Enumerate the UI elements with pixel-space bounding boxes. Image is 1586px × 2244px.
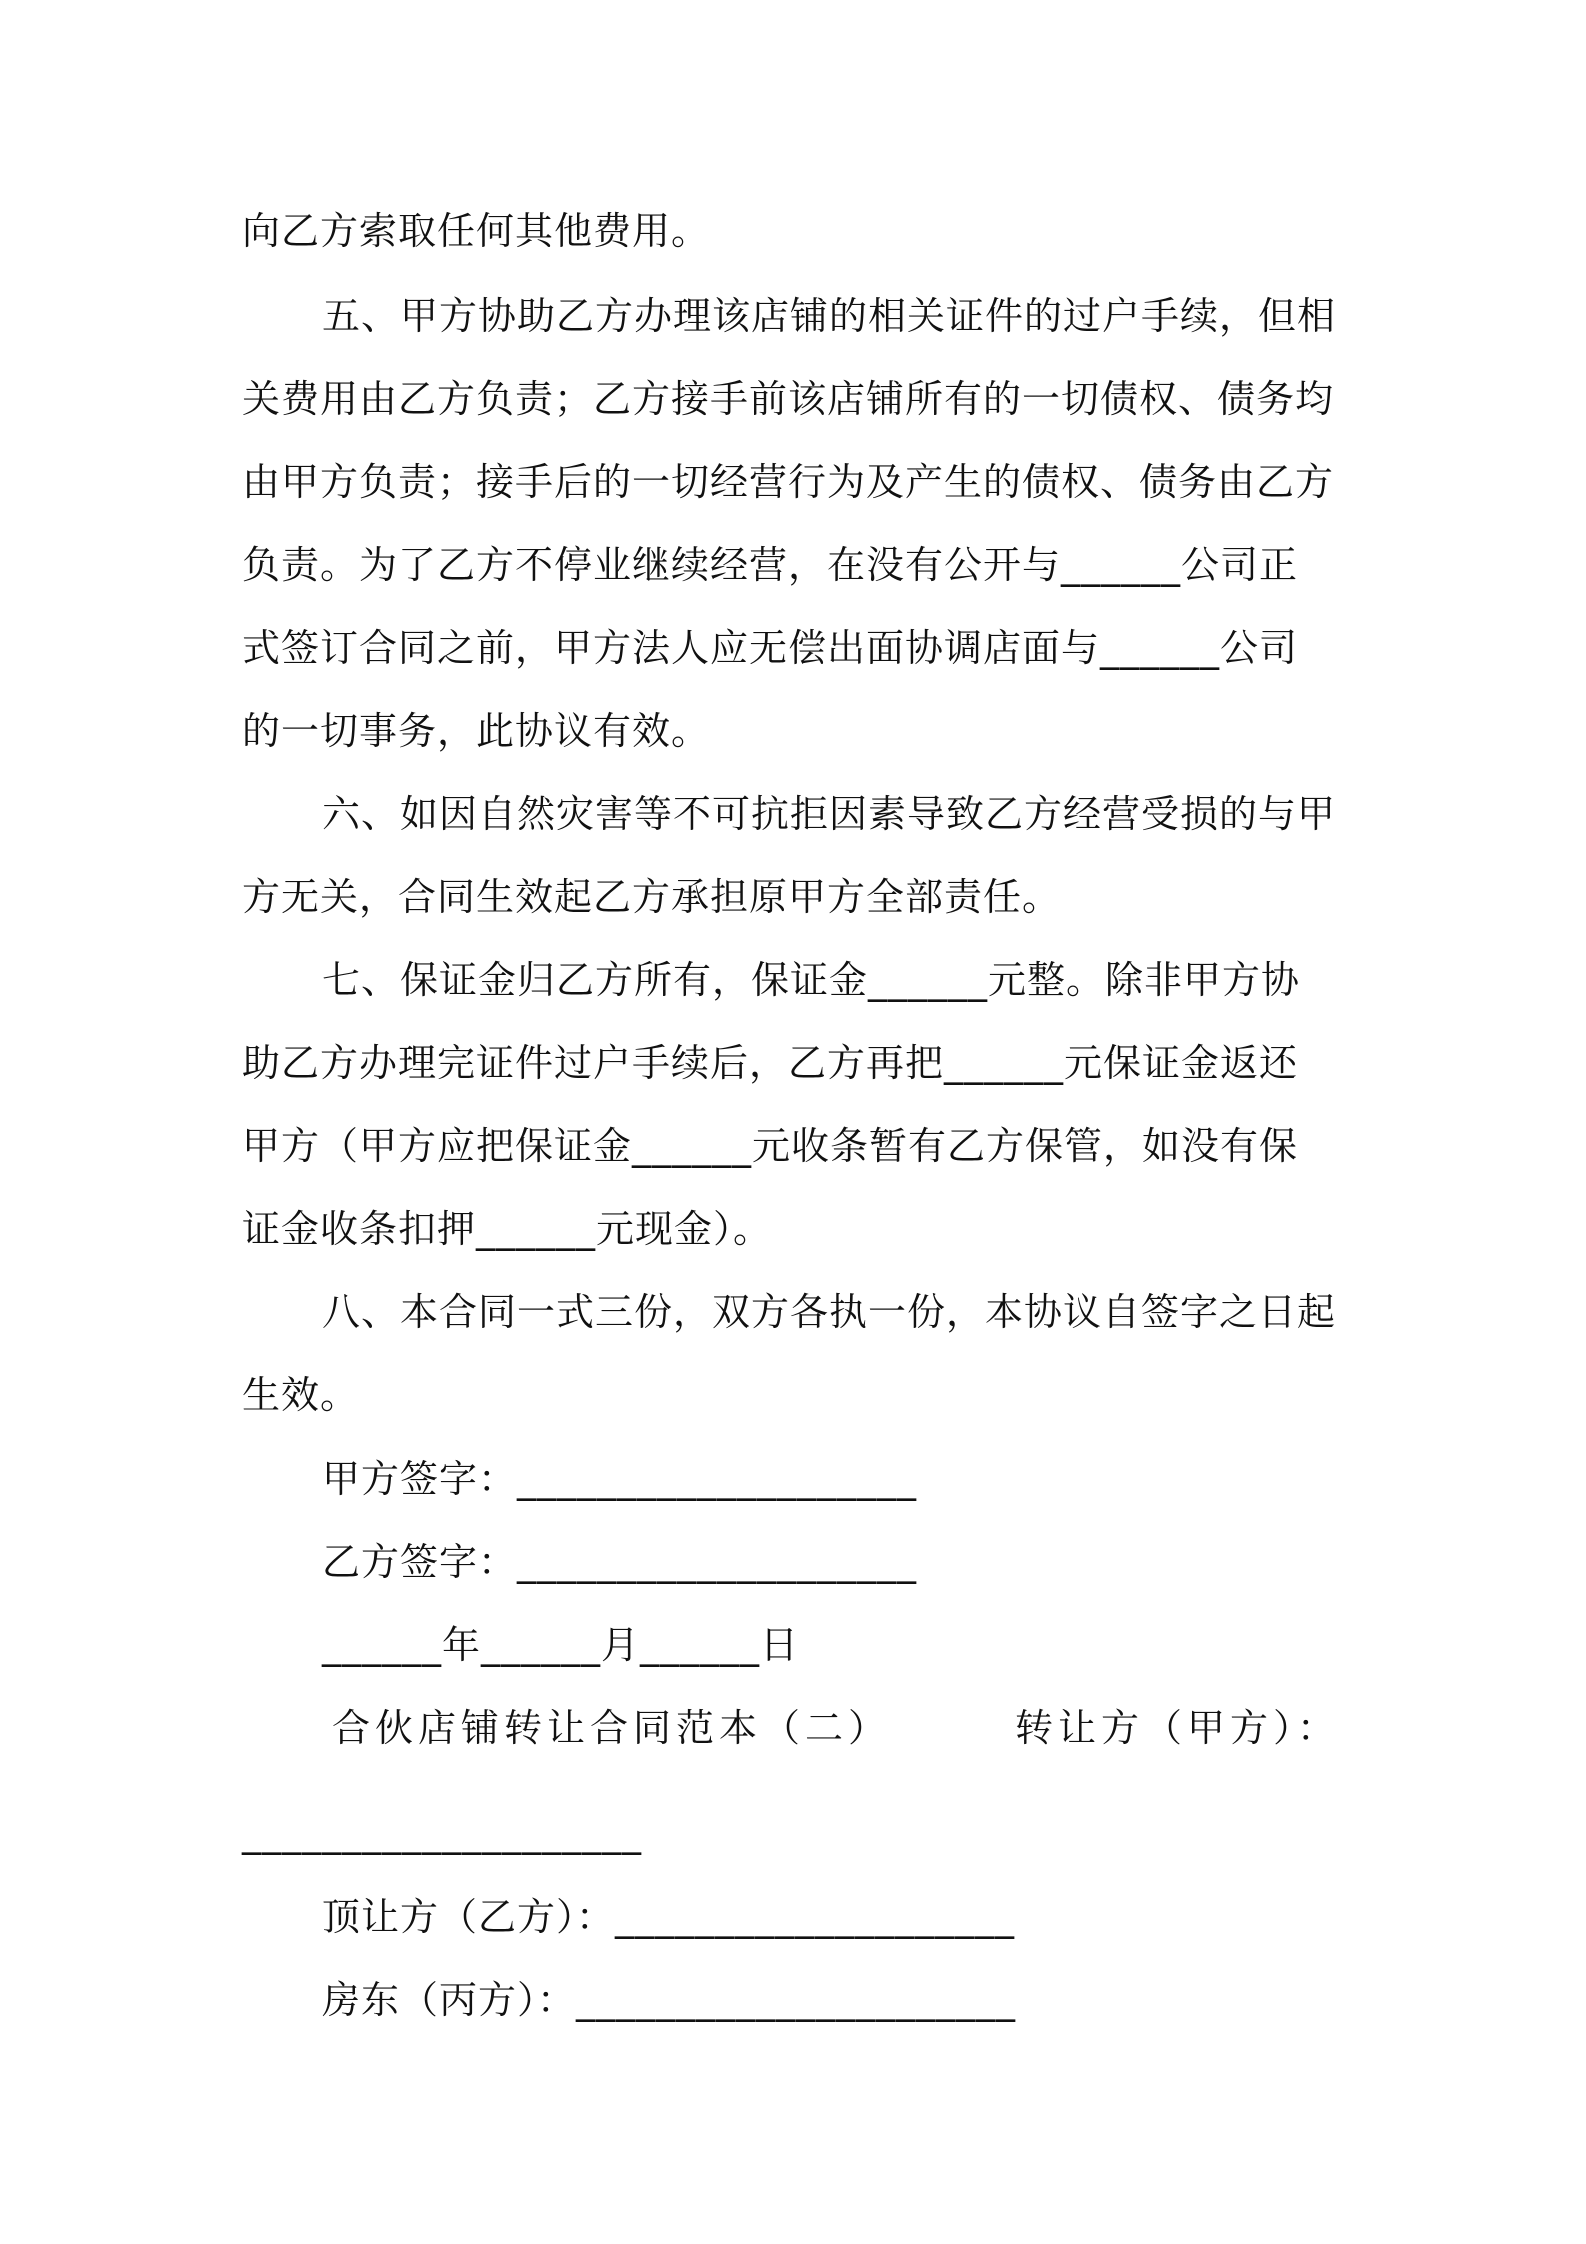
clause-5-line: 五、甲方协助乙方办理该店铺的相关证件的过户手续，但相 (322, 294, 1337, 338)
text-line: 证金收条扣押______元现金）。 (242, 1207, 773, 1251)
signature-party-a: 甲方签字：____________________ (322, 1457, 918, 1501)
text-line: 生效。 (242, 1373, 360, 1417)
signature-party-b: 乙方签字：____________________ (322, 1540, 918, 1584)
date-line: ______年______月______日 (322, 1623, 800, 1667)
clause-7-line: 七、保证金归乙方所有，保证金______元整。除非甲方协 (322, 958, 1301, 1002)
transferor-blank: ____________________ (242, 1811, 642, 1855)
transferor-label: 转让方（甲方）： (1015, 1706, 1341, 1750)
text-line: 的一切事务，此协议有效。 (242, 709, 711, 753)
second-contract-title: 合伙店铺转让合同范本（二） (332, 1706, 892, 1750)
text-line: 由甲方负责；接手后的一切经营行为及产生的债权、债务由乙方 (242, 460, 1335, 504)
text-line: 式签订合同之前，甲方法人应无偿出面协调店面与______公司 (242, 626, 1299, 670)
text-line: 关费用由乙方负责；乙方接手前该店铺所有的一切债权、债务均 (242, 377, 1335, 421)
text-line: 负责。为了乙方不停业继续经营，在没有公开与______公司正 (242, 543, 1299, 587)
text-line: 甲方（甲方应把保证金______元收条暂有乙方保管，如没有保 (242, 1124, 1299, 1168)
text-line: 方无关，合同生效起乙方承担原甲方全部责任。 (242, 875, 1062, 919)
text-line: 助乙方办理完证件过户手续后，乙方再把______元保证金返还 (242, 1041, 1299, 1085)
clause-8-line: 八、本合同一式三份，双方各执一份，本协议自签字之日起 (322, 1290, 1337, 1334)
clause-6-line: 六、如因自然灾害等不可抗拒因素导致乙方经营受损的与甲 (322, 792, 1337, 836)
assignee-line: 顶让方（乙方）：____________________ (322, 1895, 1016, 1939)
text-line: 向乙方索取任何其他费用。 (242, 209, 711, 253)
landlord-line: 房东（丙方）：______________________ (322, 1978, 1017, 2022)
